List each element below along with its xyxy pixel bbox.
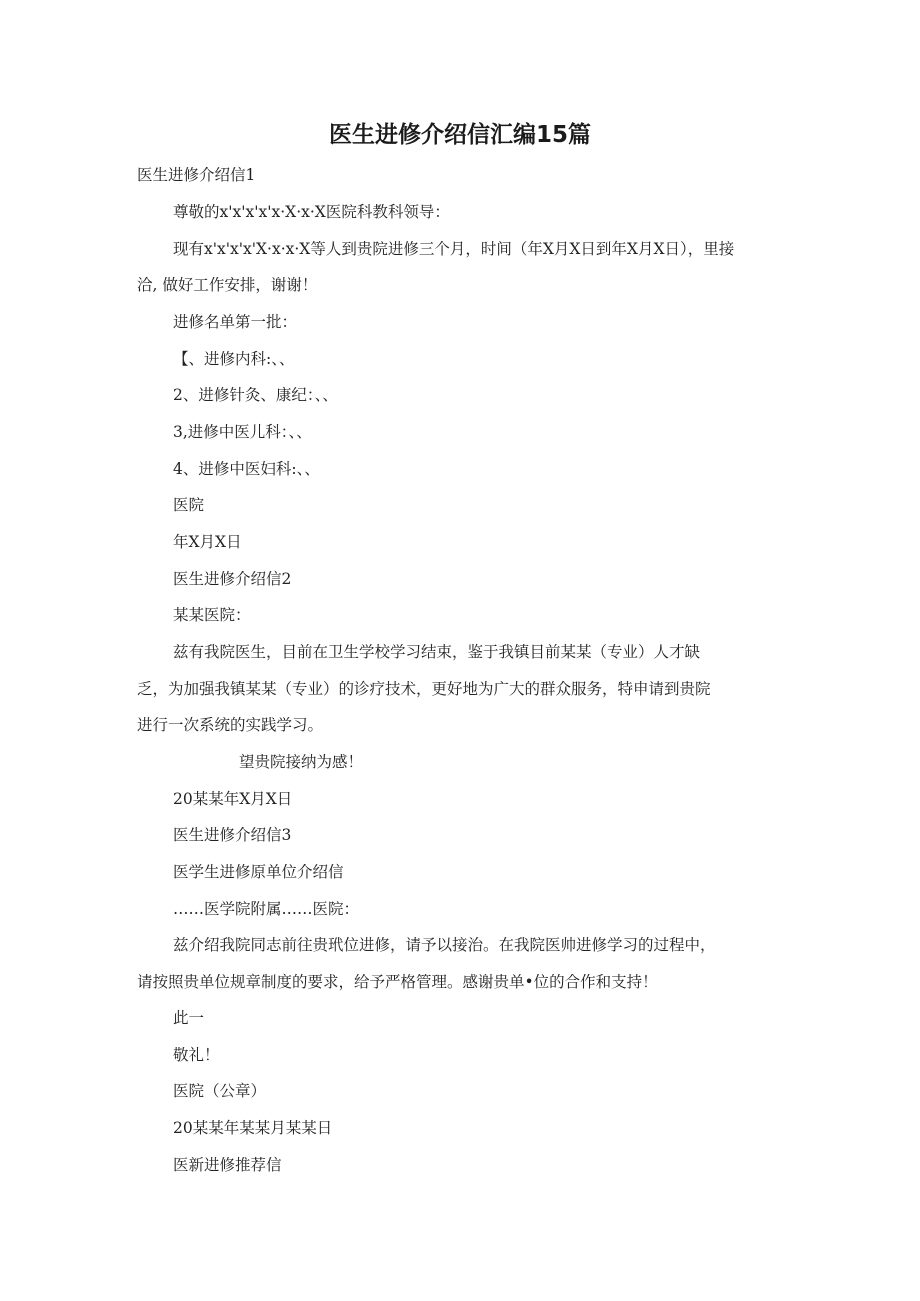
section-heading-1: 医生进修介绍信1 xyxy=(137,166,256,184)
body-line: 洽, 做好工作安排，谢谢！ xyxy=(137,276,318,294)
date-line: 20某某年某某月某某日 xyxy=(173,1119,333,1137)
body-line: 兹有我院医生，目前在卫生学校学习结束，鉴于我镇目前某某（专业）人才缺 xyxy=(173,643,701,661)
date-line: 20某某年X月X日 xyxy=(173,790,293,808)
section-heading-3: 医生进修介绍信3 xyxy=(173,826,292,844)
closing-line: 敬礼！ xyxy=(173,1046,220,1064)
list-item: 【、进修内科:、、 xyxy=(173,350,295,368)
body-line: 进行一次系统的实践学习。 xyxy=(137,716,324,734)
document-title: 医生进修介绍信汇编15篇 xyxy=(328,122,591,148)
list-item: 3,进修中医儿科：、、 xyxy=(173,423,312,441)
salutation-line: 某某医院： xyxy=(173,606,251,624)
body-line: 现有x'x'x'x'X·x·x·X等人到贵院进修三个月，时间（年X月X日到年X月X日），里接 xyxy=(173,240,735,258)
body-line: 乏，为加强我镇某某（专业）的诊疗技术，更好地为广大的群众服务，特申请到贵院 xyxy=(137,680,711,698)
list-item: 2、进修针灸、康纪：、、 xyxy=(173,386,338,404)
closing-line: 此一 xyxy=(173,1009,205,1027)
signature-line: 医院 xyxy=(173,496,205,514)
closing-line: 望贵院接纳为感！ xyxy=(239,753,364,771)
signature-line: 医院（公章） xyxy=(173,1082,267,1100)
section-heading-4: 医新进修推荐信 xyxy=(173,1156,282,1174)
section-heading-2: 医生进修介绍信2 xyxy=(173,570,292,588)
list-heading: 进修名单第一批： xyxy=(173,313,298,331)
subtitle-line: 医学生进修原单位介绍信 xyxy=(173,863,344,881)
list-item: 4、进修中医妇科:、、 xyxy=(173,460,320,478)
body-line: 请按照贵单位规章制度的要求，给予严格管理。感谢贵单•位的合作和支持！ xyxy=(137,973,658,991)
salutation-line: 尊敬的x'x'x'x'x·X·x·X医院科教科领导： xyxy=(173,203,450,221)
date-line: 年X月X日 xyxy=(173,533,242,551)
salutation-line: ……医学院附属……医院： xyxy=(173,900,360,918)
body-line: 兹介绍我院同志前往贵玳位进修，请予以接治。在我院医帅进修学习的过程中， xyxy=(173,936,716,954)
